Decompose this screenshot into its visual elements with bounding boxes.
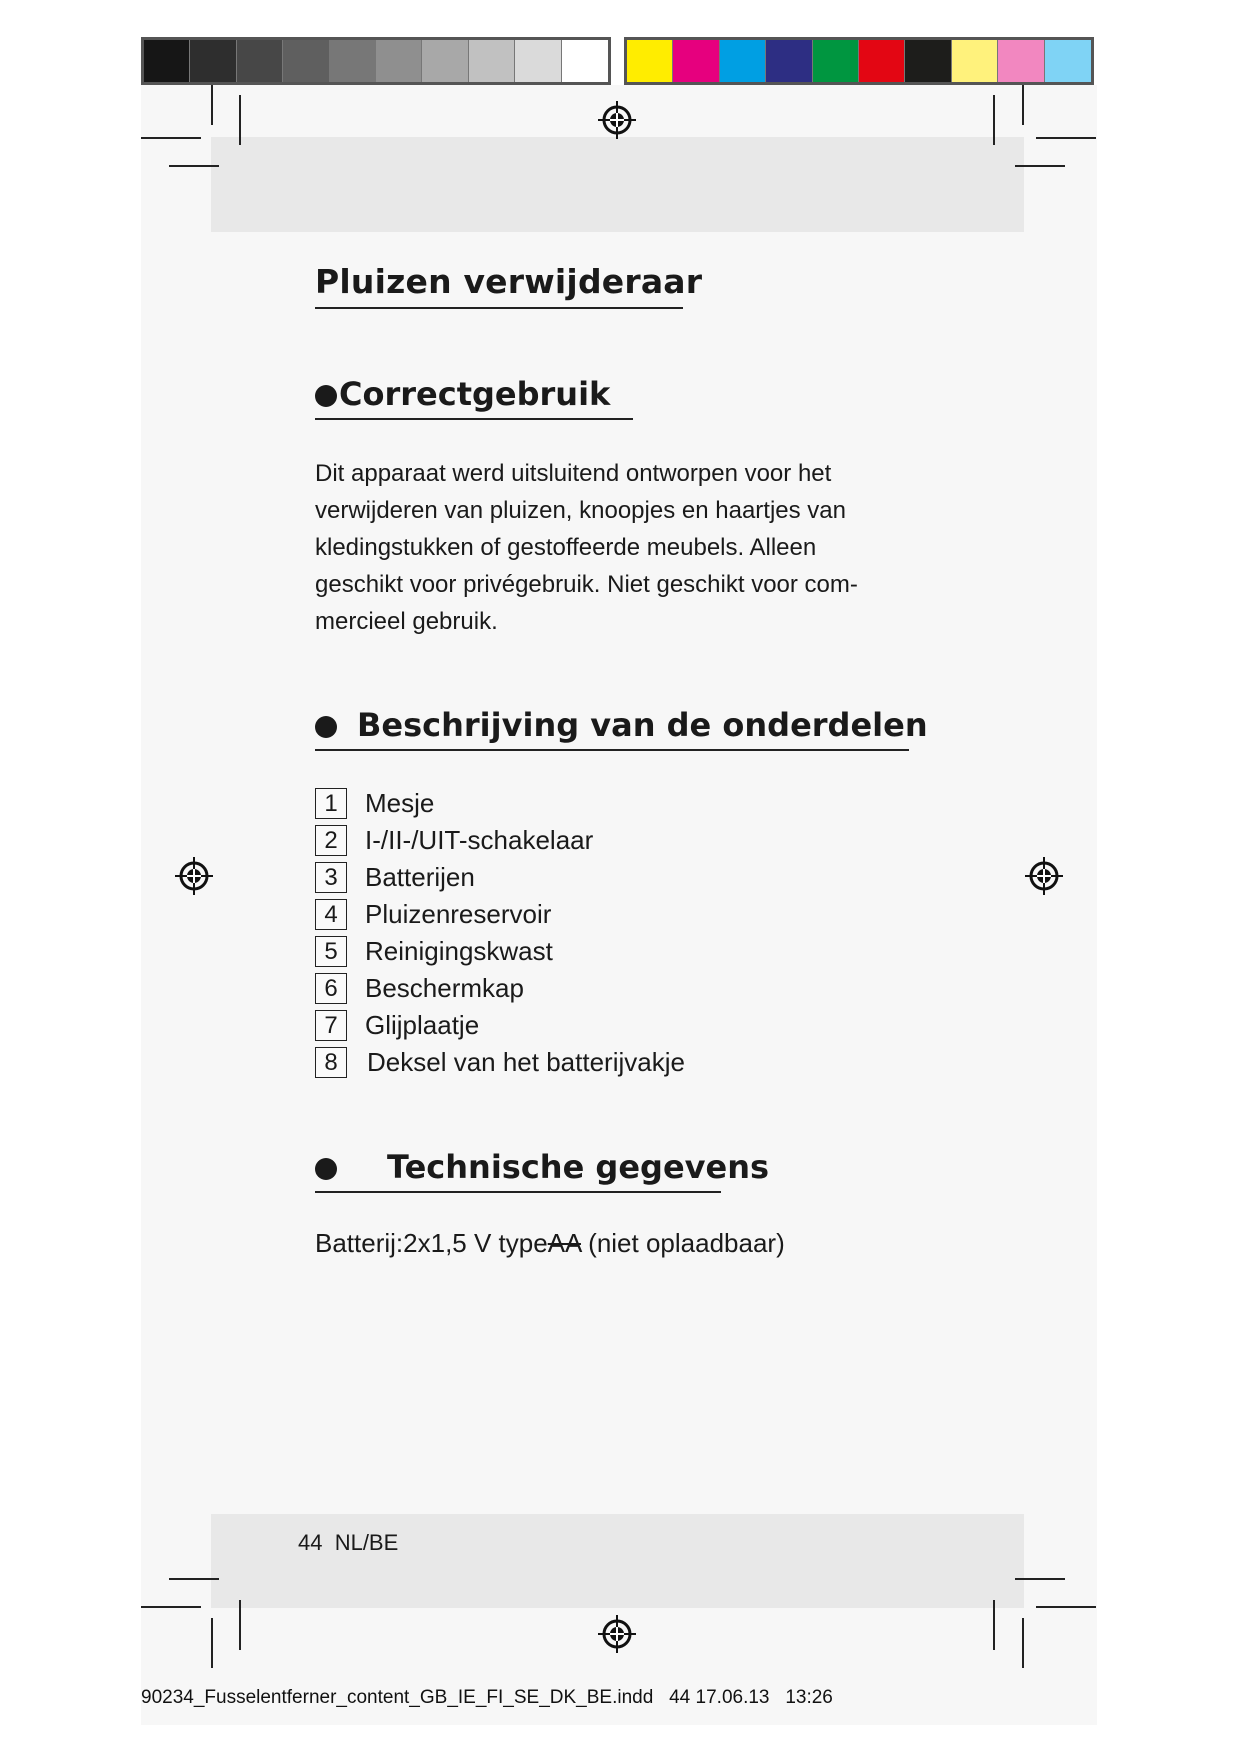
paragraph-line: kledingstukken of gestoffeerde meubels. Alleen [315,534,817,561]
battery-prefix: Batterij:2x1,5 V type [315,1228,548,1258]
part-label: I-/II-/UIT-schakelaar [365,825,594,855]
color-swatch [469,40,515,82]
crop-mark [1022,85,1024,125]
process-color-bar [624,37,1094,85]
section-heading-correct-use: Correctgebruik [339,375,611,413]
file-slug: 90234_Fusselentferner_content_GB_IE_FI_SE_DK_BE.indd 44 17.06.13 13:26 [141,1687,833,1708]
correct-use-paragraph [315,455,935,640]
crop-mark [239,1600,241,1650]
crop-mark [211,1618,213,1668]
color-swatch [859,40,905,82]
part-label: Glijplaatje [365,1010,480,1040]
part-label: Mesje [365,788,435,818]
part-label: Reinigingskwast [365,936,553,966]
registration-mark-icon [598,1615,636,1653]
color-swatch [237,40,283,82]
crop-mark [211,85,213,125]
list-item [315,970,685,1007]
color-swatch [720,40,766,82]
color-swatch [1045,40,1091,82]
color-swatch [905,40,951,82]
color-swatch [283,40,329,82]
list-item [315,896,685,933]
crop-mark [169,1578,219,1580]
section-underline [315,749,909,751]
part-number: 1 [315,788,347,819]
part-number: 7 [315,1010,347,1041]
part-label: Batterijen [365,862,475,892]
crop-mark [993,95,995,145]
color-swatch [952,40,998,82]
color-swatch [422,40,468,82]
paragraph-line: mercieel gebruik. [315,608,498,635]
registration-mark-icon [175,857,213,895]
color-swatch [376,40,422,82]
crop-mark [141,1606,201,1608]
part-number: 8 [315,1047,347,1078]
part-number: 5 [315,936,347,967]
footer-band [211,1514,1024,1608]
color-swatch [190,40,236,82]
color-swatch [673,40,719,82]
header-band [211,137,1024,232]
section-heading-parts: Beschrijving van de onderdelen [357,706,928,744]
page-number-label: 44 NL/BE [298,1530,399,1555]
battery-spec [315,1228,785,1259]
grayscale-color-bar [141,37,611,85]
color-swatch [562,40,608,82]
color-swatch [766,40,812,82]
paragraph-line: geschikt voor privégebruik. Niet geschikt voor com- [315,571,858,598]
parts-list [315,785,685,1081]
crop-mark [993,1600,995,1650]
list-item [315,933,685,970]
color-swatch [144,40,190,82]
part-label: Deksel van het batterijvakje [367,1047,685,1077]
part-number: 3 [315,862,347,893]
paragraph-line: verwijderen van pluizen, knoopjes en haartjes van [315,497,846,524]
color-swatch [627,40,673,82]
section-underline [315,418,633,420]
color-swatch [515,40,561,82]
crop-mark [1036,1606,1096,1608]
battery-suffix: (niet oplaadbaar) [580,1228,785,1258]
bullet-icon [315,1158,337,1180]
crop-mark [239,95,241,145]
bullet-icon [315,385,337,407]
crop-mark [1015,165,1065,167]
title-underline [315,307,683,309]
paragraph-line: Dit apparaat werd uitsluitend ontworpen voor het [315,460,832,487]
part-number: 2 [315,825,347,856]
registration-mark-icon [1025,857,1063,895]
part-number: 6 [315,973,347,1004]
battery-type: AA [547,1228,581,1258]
list-item [315,822,685,859]
list-item [315,785,685,822]
list-item [315,859,685,896]
color-swatch [998,40,1044,82]
color-swatch [330,40,376,82]
crop-mark [141,137,201,139]
color-swatch [813,40,859,82]
part-label: Beschermkap [365,973,524,1003]
crop-mark [169,165,219,167]
list-item [315,1007,685,1044]
registration-mark-icon [598,101,636,139]
section-underline [315,1191,721,1193]
page-title: Pluizen verwijderaar [315,262,703,301]
part-number: 4 [315,899,347,930]
bullet-icon [315,716,337,738]
crop-mark [1036,137,1096,139]
section-heading-tech: Technische gegevens [387,1148,770,1186]
part-label: Pluizenreservoir [365,899,552,929]
list-item [315,1044,685,1081]
crop-mark [1015,1578,1065,1580]
crop-mark [1022,1618,1024,1668]
